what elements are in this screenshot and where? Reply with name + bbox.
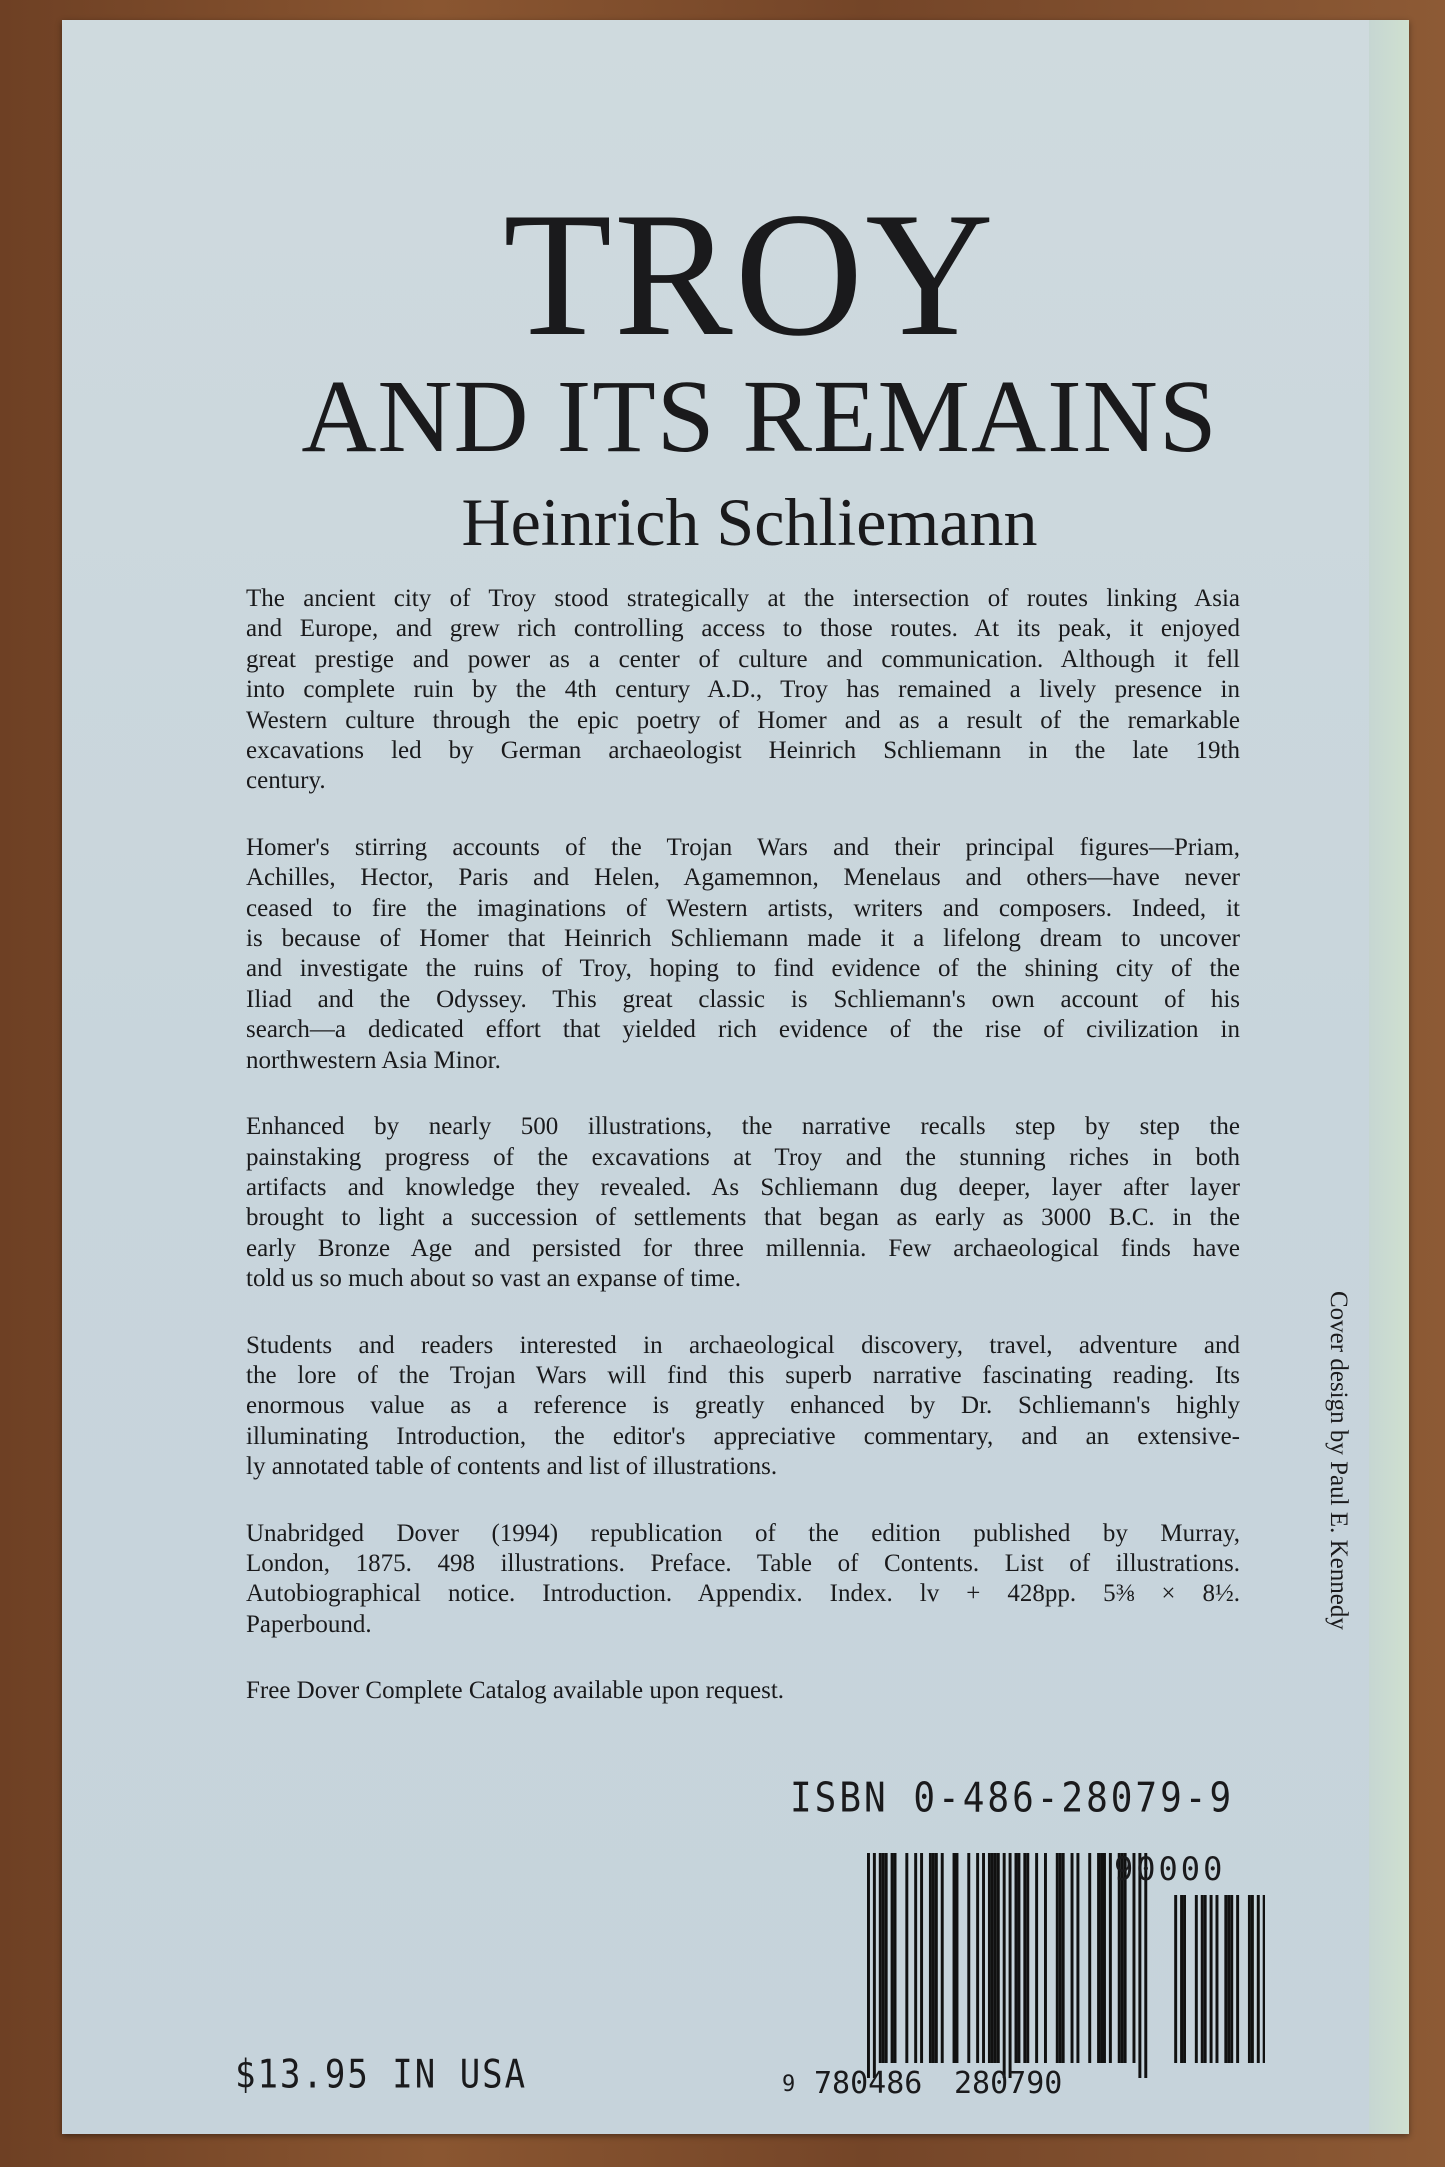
isbn-label: ISBN 0-486-28079-9 bbox=[790, 1774, 1235, 1823]
barcode-bar bbox=[1056, 1853, 1059, 2063]
blurb-line: artifacts and knowledge they revealed. As Schliemann dug deeper, layer after layer bbox=[246, 1173, 1240, 1201]
barcode-right-digits: 280790 bbox=[954, 2066, 1063, 2101]
barcode-addon-number: 90000 bbox=[1114, 1850, 1226, 1888]
barcode-addon-bar bbox=[1183, 1895, 1186, 2063]
barcode-bar bbox=[1100, 1853, 1103, 2063]
blurb-paragraph bbox=[246, 1676, 1240, 1706]
blurb-line: and investigate the ruins of Troy, hoping to find evidence of the shining city of the bbox=[246, 955, 1240, 983]
blurb bbox=[246, 584, 1240, 1743]
blurb-line: early Bronze Age and persisted for three millennia. Few archaeological finds have bbox=[246, 1234, 1240, 1262]
blurb-line: Homer's stirring accounts of the Trojan Wars and their principal figures—Priam, bbox=[246, 833, 1240, 861]
blurb-line: Students and readers interested in archaeological discovery, travel, adventure and bbox=[246, 1331, 1240, 1359]
barcode-bar bbox=[1059, 1853, 1062, 2063]
blurb-line: great prestige and power as a center of culture and communication. Although it fell bbox=[246, 645, 1240, 673]
barcode-addon-bar bbox=[1257, 1895, 1260, 2063]
barcode-bar bbox=[891, 1853, 894, 2063]
blurb-line: Achilles, Hector, Paris and Helen, Agamemnon, Menelaus and others—have never bbox=[246, 864, 1240, 892]
barcode-first-digit: 9 bbox=[782, 2072, 796, 2097]
barcode-bar bbox=[1076, 1853, 1079, 2063]
barcode-bar bbox=[994, 1853, 997, 2063]
barcode-bar bbox=[1015, 1853, 1018, 2063]
blurb-line: Unabridged Dover (1994) republication of the edition published by Murray, bbox=[246, 1519, 1240, 1547]
barcode-bar bbox=[1026, 1853, 1029, 2063]
barcode-bar bbox=[1062, 1853, 1065, 2063]
barcode-bar bbox=[988, 1853, 991, 2063]
book-title: TROY bbox=[503, 175, 996, 373]
blurb-line: Autobiographical notice. Introduction. Appendix. Index. lv + 428pp. 5⅜ × 8½. bbox=[246, 1580, 1240, 1608]
blurb-line: and Europe, and grew rich controlling access to those routes. At its peak, it enjoyed bbox=[246, 615, 1240, 643]
barcode-addon-bar bbox=[1248, 1895, 1251, 2063]
blurb-line: excavations led by German archaeologist Heinrich Schliemann in the late 19th bbox=[246, 737, 1240, 765]
blurb-line: London, 1875. 498 illustrations. Preface. Table of Contents. List of illustrations. bbox=[246, 1549, 1240, 1577]
barcode-addon-bar bbox=[1251, 1895, 1254, 2063]
blurb-line: enormous value as a reference is greatly enhanced by Dr. Schliemann's highly bbox=[246, 1392, 1240, 1420]
barcode-bar bbox=[1109, 1853, 1112, 2063]
barcode-bar bbox=[982, 1853, 985, 2063]
barcode-addon-bar bbox=[1230, 1895, 1233, 2063]
barcode-bar bbox=[1103, 1853, 1106, 2063]
blurb-paragraph bbox=[246, 833, 1240, 1076]
blurb-line: brought to light a succession of settlements that began as early as 3000 B.C. in the bbox=[246, 1204, 1240, 1232]
barcode-addon-bar bbox=[1210, 1895, 1213, 2063]
barcode-bar bbox=[941, 1853, 944, 2063]
blurb-line: Iliad and the Odyssey. This great classic is Schliemann's own account of his bbox=[246, 985, 1240, 1013]
barcode-bar bbox=[1044, 1853, 1047, 2063]
barcode-addon-bar bbox=[1236, 1895, 1239, 2063]
barcode-bar bbox=[905, 1853, 908, 2063]
barcode-bar bbox=[1003, 1853, 1006, 2078]
blurb-line: told us so much about so vast an expanse of time. bbox=[246, 1265, 742, 1293]
price: $13.95 IN USA bbox=[235, 2052, 528, 2098]
blurb-line: illuminating Introduction, the editor's appreciative commentary, and an extensive- bbox=[246, 1422, 1240, 1450]
cover-credit: Cover design by Paul E. Kennedy bbox=[1325, 1291, 1352, 1630]
blurb-line: into complete ruin by the 4th century A.D., Troy has remained a lively presence in bbox=[246, 676, 1240, 704]
barcode-bar bbox=[867, 1853, 870, 2078]
blurb-line: ly annotated table of contents and list of illustrations. bbox=[246, 1453, 778, 1481]
barcode-bar bbox=[1035, 1853, 1038, 2063]
barcode-bar bbox=[914, 1853, 917, 2063]
blurb-paragraph bbox=[246, 1519, 1240, 1641]
blurb-line: painstaking progress of the excavations at Troy and the stunning riches in both bbox=[246, 1143, 1240, 1171]
book-back-cover bbox=[62, 20, 1409, 2134]
barcode-bar bbox=[1097, 1853, 1100, 2063]
blurb-paragraph bbox=[246, 1112, 1240, 1294]
blurb-paragraph bbox=[246, 1331, 1240, 1483]
blurb-line: Paperbound. bbox=[246, 1610, 372, 1638]
book-subtitle: AND ITS REMAINS bbox=[301, 359, 1218, 474]
barcode-bar bbox=[991, 1853, 994, 2063]
barcode-bar bbox=[885, 1853, 888, 2063]
barcode-addon-bar bbox=[1204, 1895, 1207, 2063]
blurb-line: the lore of the Trojan Wars will find this superb narrative fascinating reading. Its bbox=[246, 1361, 1240, 1389]
barcode-bar bbox=[882, 1853, 885, 2063]
barcode-left-digits: 780486 bbox=[814, 2066, 923, 2101]
barcode-bar bbox=[997, 1853, 1000, 2063]
blurb-line: search—a dedicated effort that yielded rich evidence of the rise of civilization in bbox=[246, 1016, 1240, 1044]
barcode-bar bbox=[920, 1853, 923, 2063]
barcode-bar bbox=[879, 1853, 882, 2063]
barcode-addon-bar bbox=[1201, 1895, 1204, 2063]
barcode-bar bbox=[1009, 1853, 1012, 2078]
barcode-bar bbox=[976, 1853, 979, 2063]
barcode-bar bbox=[929, 1853, 932, 2063]
blurb-line: Enhanced by nearly 500 illustrations, the narrative recalls step by step the bbox=[246, 1113, 1240, 1141]
barcode-bar bbox=[894, 1853, 897, 2063]
barcode-addon-bar bbox=[1216, 1895, 1219, 2063]
barcode-addon-bar bbox=[1227, 1895, 1230, 2063]
barcode-addon-bar bbox=[1195, 1895, 1198, 2063]
barcode-bar bbox=[935, 1853, 938, 2063]
blurb-line: Free Dover Complete Catalog available upon request. bbox=[246, 1677, 785, 1705]
blurb-line: is because of Homer that Heinrich Schliemann made it a lifelong dream to uncover bbox=[246, 925, 1240, 953]
barcode-bar bbox=[967, 1853, 970, 2063]
barcode-addon-bar bbox=[1263, 1895, 1265, 2063]
barcode-bar bbox=[932, 1853, 935, 2063]
barcode-bar bbox=[873, 1853, 876, 2078]
blurb-line: northwestern Asia Minor. bbox=[246, 1046, 501, 1074]
barcode-addon-bar bbox=[1180, 1895, 1183, 2063]
barcode-bar bbox=[1023, 1853, 1026, 2063]
blurb-line: The ancient city of Troy stood strategically at the intersection of routes linking Asia bbox=[246, 585, 1240, 612]
blurb-line: century. bbox=[246, 767, 326, 795]
blurb-line: Western culture through the epic poetry of Homer and as a result of the remarkable bbox=[246, 706, 1240, 734]
barcode-bar bbox=[1088, 1853, 1091, 2063]
book-author: Heinrich Schliemann bbox=[461, 484, 1038, 560]
barcode-bar bbox=[1071, 1853, 1074, 2063]
barcode-bar bbox=[953, 1853, 956, 2063]
barcode-bar bbox=[956, 1853, 959, 2063]
blurb-paragraph bbox=[246, 584, 1240, 797]
blurb-line: ceased to fire the imaginations of Western artists, writers and composers. Indeed, it bbox=[246, 894, 1240, 922]
barcode-bar bbox=[1017, 1853, 1020, 2063]
barcode-addon-bar bbox=[1224, 1895, 1227, 2063]
barcode-addon-bar bbox=[1174, 1895, 1177, 2063]
